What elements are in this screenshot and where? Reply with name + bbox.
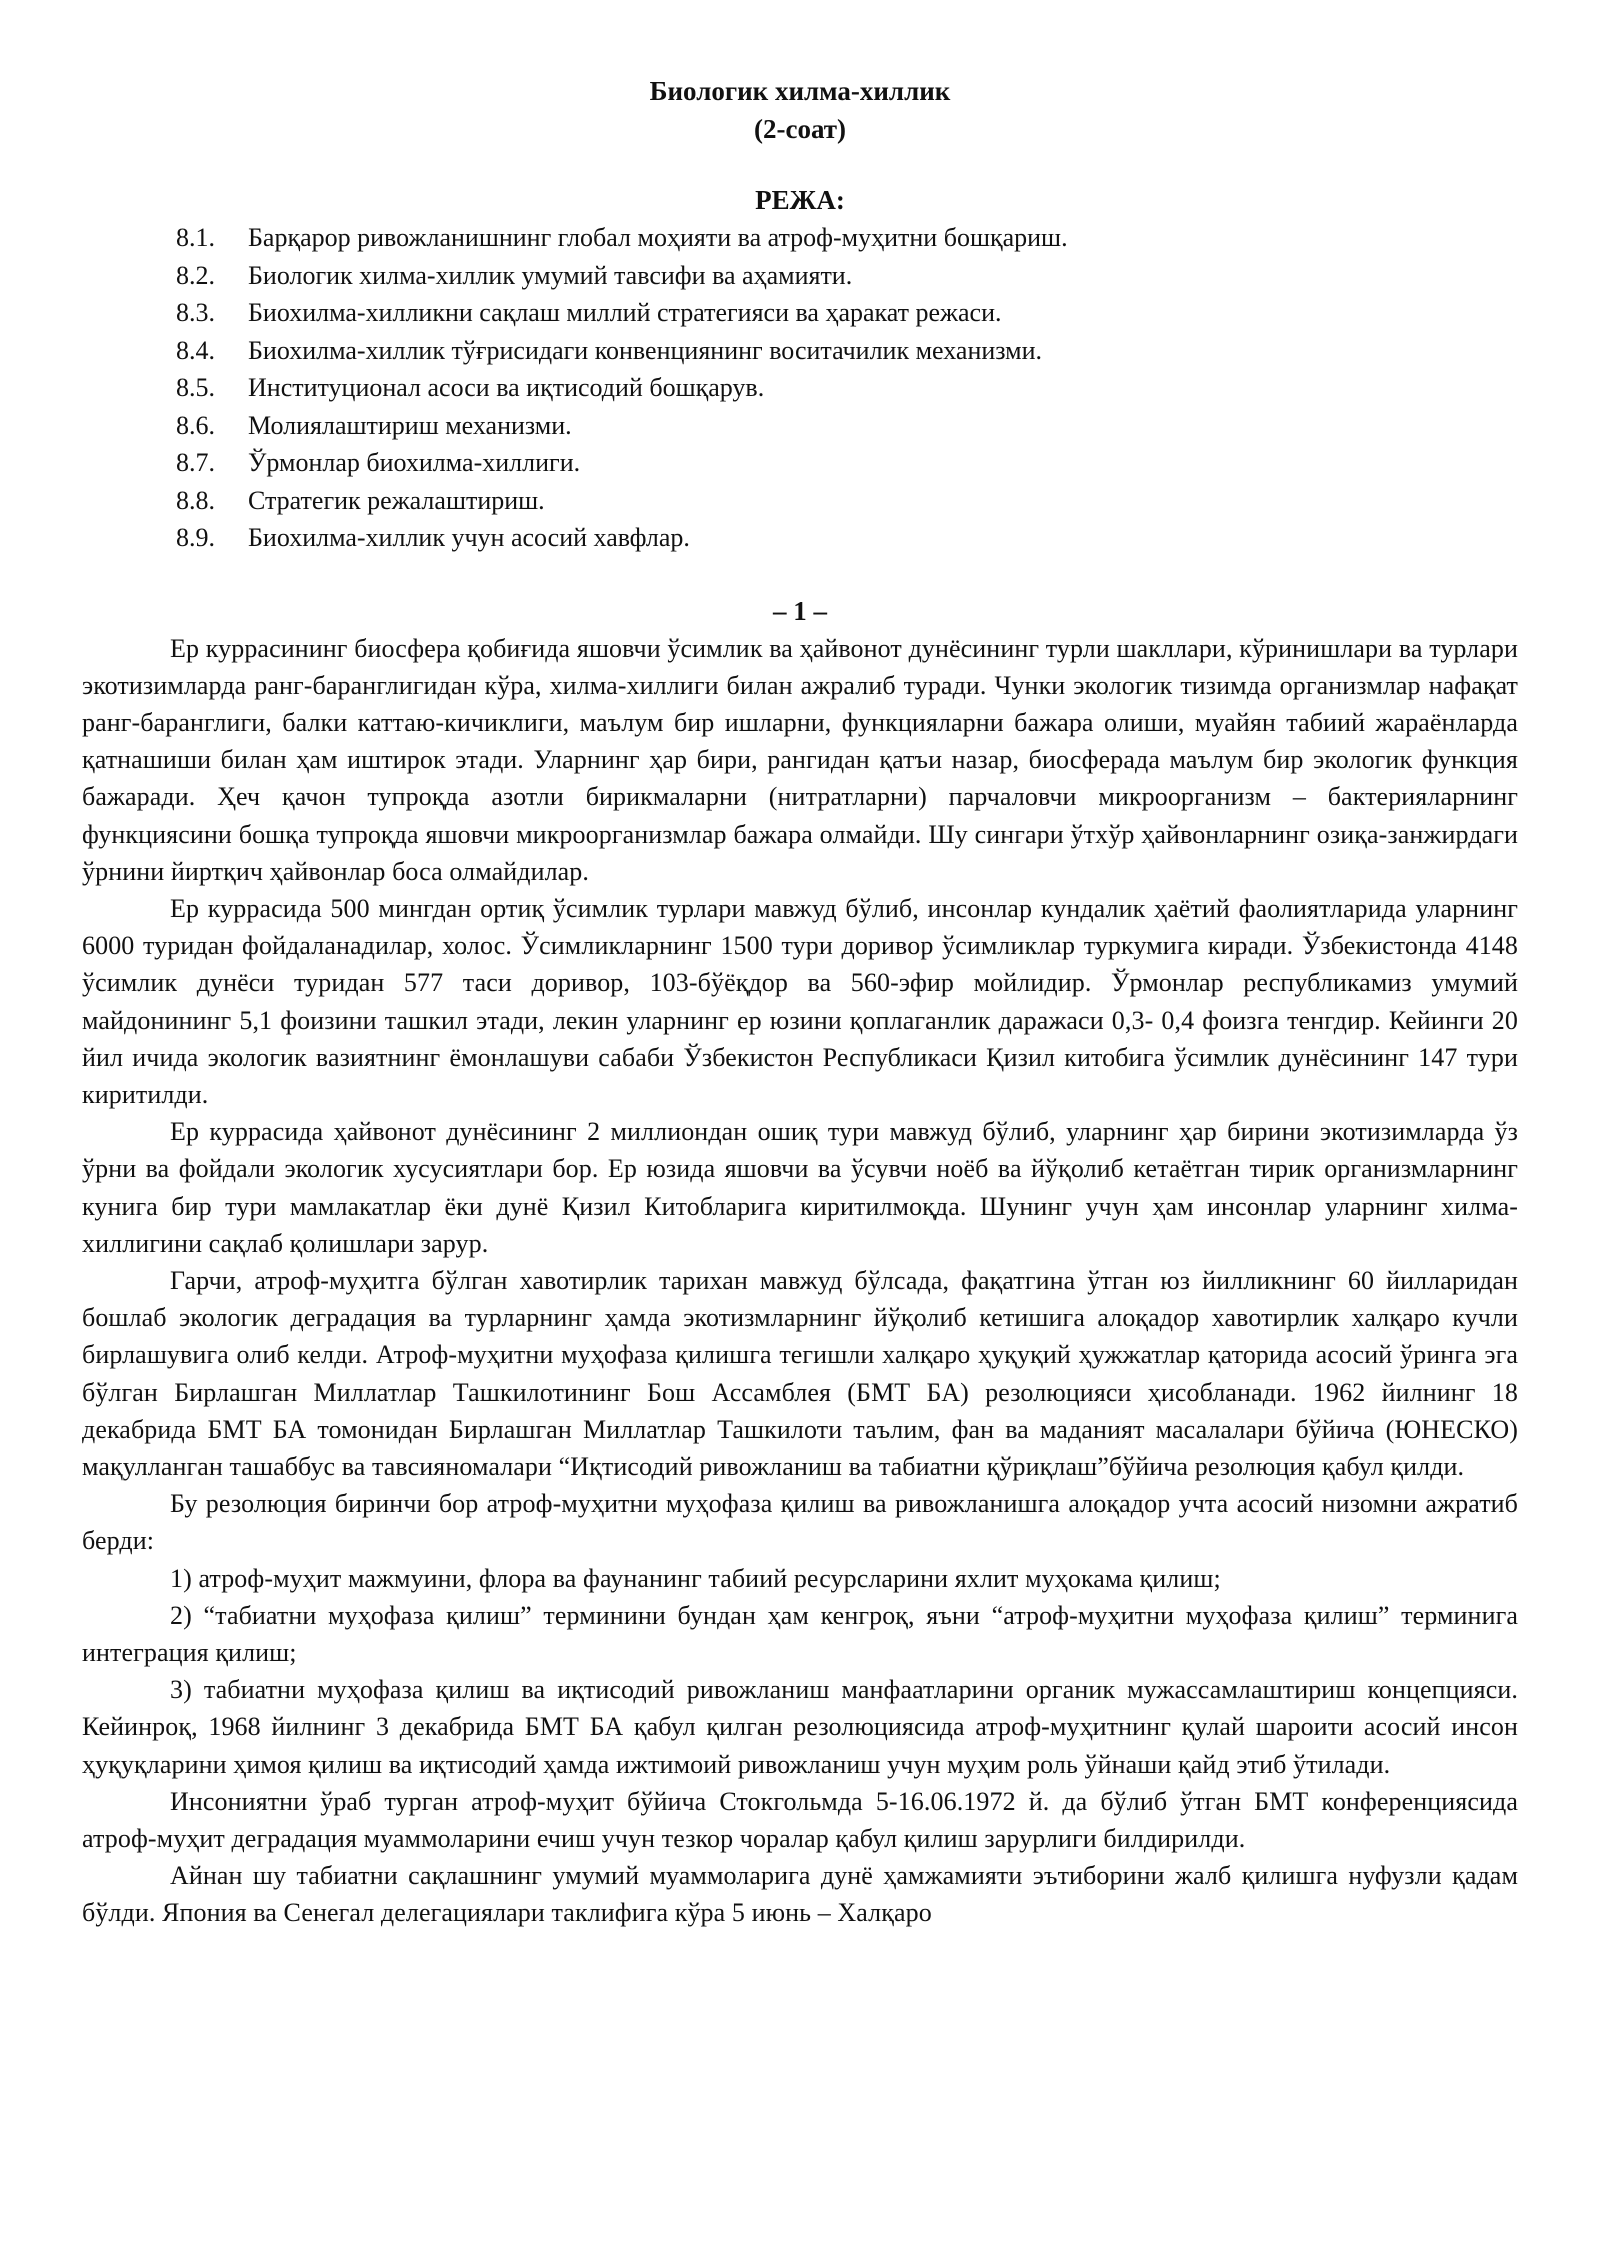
plan-item <box>82 482 1518 520</box>
plan-item <box>82 219 1518 257</box>
plan-item-number: 8.2. <box>176 260 215 290</box>
plan-item-number: 8.7. <box>176 448 215 477</box>
plan-heading: РЕЖА: <box>755 185 845 215</box>
document-page <box>82 72 1518 1932</box>
plan-item-text: Ўрмонлар биохилма-хиллиги. <box>248 448 581 477</box>
plan-item-number: 8.6. <box>176 410 215 440</box>
plan-item <box>82 444 1518 482</box>
plan-item <box>82 369 1518 407</box>
plan-item-number: 8.1. <box>176 223 215 252</box>
plan-item-text: Биохилма-хиллик учун асосий хавфлар. <box>248 523 690 552</box>
plan-item-text: Стратегик режалаштириш. <box>248 485 545 515</box>
plan-item <box>82 294 1518 332</box>
body-paragraph: Гарчи, атроф-муҳитга бўлган хавотирлик тарихан мавжуд бўлсада, фақатгина ўтган юз йилликнинг 60 йилларидан бошлаб экологик деградация ва турларнинг ҳамда экотизмларнинг йўқолиб кетишига алоқадор хавотирлик халқаро кучли бирлашувига олиб келди. Атроф-муҳитни муҳофаза қилишга тегишли халқаро ҳуқуқий ҳужжатлар қаторида асосий ўринга эга бўлган Бирлашган Миллатлар Ташкилотининг Бош Ассамблея (БМТ БА) резолюцияси ҳисобланади. 1962 йилнинг 18 декабрида БМТ БА томонидан Бирлашган Миллатлар Ташкилоти таълим, фан ва маданият масалалари бўйича (ЮНЕСКО) мақулланган ташаббус ва тавсияномалари “Иқтисодий ривожланиш ва табиатни қўриқлаш”бўйича резолюция қабул қилди. <box>82 1265 1518 1481</box>
list-paragraph: 2) “табиатни муҳофаза қилиш” терминини бундан ҳам кенгроқ, яъни “атроф-муҳитни муҳофаза қилиш” терминига интеграция қилиш; <box>82 1600 1518 1667</box>
section-number: – 1 – <box>773 595 827 626</box>
plan-item <box>82 332 1518 370</box>
plan-item-text: Биохилма-хиллик тўғрисидаги конвенциянинг воситачилик механизми. <box>248 335 1043 365</box>
plan-item <box>82 519 1518 557</box>
plan-item-number: 8.3. <box>176 298 215 327</box>
plan-item-number: 8.9. <box>176 523 215 552</box>
plan-list <box>82 219 1518 557</box>
plan-item-number: 8.4. <box>176 335 215 365</box>
plan-item-text: Биологик хилма-хиллик умумий тавсифи ва аҳамияти. <box>248 260 853 290</box>
list-paragraph: 3) табиатни муҳофаза қилиш ва иқтисодий ривожланиш манфаатларини органик мужассамлаштириш концепцияси. Кейинроқ, 1968 йилнинг 3 декабрида БМТ БА қабул қилган резолюциясида атроф-муҳитнинг қулай шароити асосий инсон ҳуқуқларини ҳимоя қилиш ва иқтисодий ҳамда ижтимоий ривожланиш учун муҳим роль ўйнаши қайд этиб ўтилади. <box>82 1675 1518 1779</box>
plan-item-number: 8.8. <box>176 485 215 515</box>
plan-item <box>82 257 1518 295</box>
body-paragraph: Айнан шу табиатни сақлашнинг умумий муаммоларига дунё ҳамжамияти эътиборини жалб қилишга нуфузли қадам бўлди. Япония ва Сенегал делегациялари таклифига кўра 5 июнь – Халқаро <box>82 1861 1518 1928</box>
plan-item-text: Биохилма-хилликни сақлаш миллий стратегияси ва ҳаракат режаси. <box>248 298 1002 327</box>
body-paragraph: Ер куррасида 500 мингдан ортиқ ўсимлик турлари мавжуд бўлиб, инсонлар кундалик ҳаётий фаолиятларида уларнинг 6000 туридан фойдаланадилар, холос. Ўсимликларнинг 1500 тури доривор ўсимликлар туркумига киради. Ўзбекистонда 4148 ўсимлик дунёси туридан 577 таси доривор, 103-бўёқдор ва 560-эфир мойлидир. Ўрмонлар республикамиз умумий майдонининг 5,1 фоизини ташкил этади, лекин уларнинг ер юзини қоплаганлик даражаси 0,3- 0,4 фоизга тенгдир. Кейинги 20 йил ичида экологик вазиятнинг ёмонлашуви сабаби Ўзбекистон Республикаси Қизил китобига ўсимлик дунёсининг 147 тури киритилди. <box>82 893 1518 1109</box>
document-title: Биологик хилма-хиллик <box>649 76 951 106</box>
plan-item-number: 8.5. <box>176 373 215 402</box>
plan-item-text: Барқарор ривожланишнинг глобал моҳияти ва атроф-муҳитни бошқариш. <box>248 223 1068 252</box>
list-paragraph: 1) атроф-муҳит мажмуини, флора ва фаунанинг табиий ресурсларини яхлит муҳокама қилиш; <box>170 1563 1221 1593</box>
plan-item <box>82 407 1518 445</box>
plan-item-text: Институционал асоси ва иқтисодий бошқарув. <box>248 373 765 402</box>
document-subtitle: (2-соат) <box>753 114 847 144</box>
body-paragraph: Ер куррасининг биосфера қобиғида яшовчи ўсимлик ва ҳайвонот дунёсининг турли шакллари, кўринишлари ва турлари экотизимларда ранг-баранглигидан кўра, хилма-хиллиги билан ажралиб туради. Чунки экологик тизимда организмлар нафақат ранг-баранглиги, балки каттаю-кичиклиги, маълум бир ишларни, функцияларни бажара олиши, муайян табиий жараёнларда қатнашиши билан ҳам иштирок этади. Уларнинг ҳар бири, рангидан қатъи назар, биосферада маълум бир экологик функция бажаради. Ҳеч қачон тупроқда азотли бирикмаларни (нитратларни) парчаловчи микроорганизм – бактерияларнинг функциясини бошқа тупроқда яшовчи микроорганизмлар бажара олмайди. Шу сингари ўтхўр ҳайвонларнинг озиқа-занжирдаги ўрнини йиртқич ҳайвонлар боса олмайдилар. <box>82 633 1518 886</box>
plan-item-text: Молиялаштириш механизми. <box>248 410 572 440</box>
body-paragraph: Бу резолюция биринчи бор атроф-муҳитни муҳофаза қилиш ва ривожланишга алоқадор учта асосий низомни ажратиб берди: <box>82 1489 1518 1556</box>
body-paragraph: Инсониятни ўраб турган атроф-муҳит бўйича Стокгольмда 5-16.06.1972 й. да бўлиб ўтган БМТ конференциясида атроф-муҳит деградация муаммоларини ечиш учун тезкор чоралар қабул қилиш зарурлиги билдирилди. <box>82 1786 1518 1853</box>
body-paragraph: Ер куррасида ҳайвонот дунёсининг 2 миллиондан ошиқ тури мавжуд бўлиб, уларнинг ҳар бирини экотизимларда ўз ўрни ва фойдали экологик хусусиятлари бор. Ер юзида яшовчи ва ўсувчи ноёб ва йўқолиб кетаётган тирик организмларнинг кунига бир тури мамлакатлар ёки дунё Қизил Китобларига киритилмоқда. Шунинг учун ҳам инсонлар уларнинг хилма- хиллигини сақлаб қолишлари зарур. <box>82 1117 1518 1258</box>
